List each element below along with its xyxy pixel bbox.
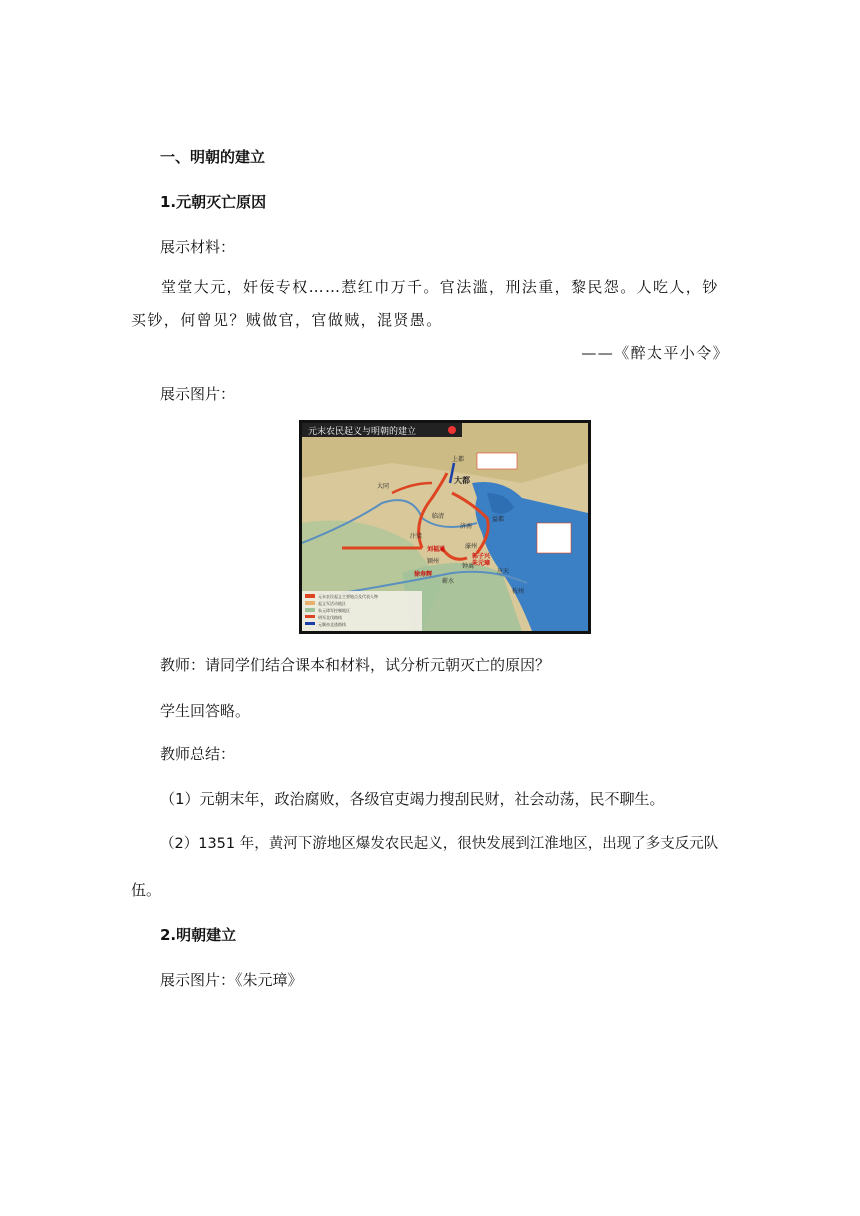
map-label: 朱元璋 — [472, 560, 491, 567]
map-label: 蕲水 — [442, 578, 455, 585]
map-label: 杭州 — [512, 588, 525, 595]
summary-point-1: （1）元朝末年，政治腐败，各级官吏竭力搜刮民财，社会动荡，民不聊生。 — [160, 790, 665, 808]
map-label: 上都 — [452, 456, 465, 463]
map-label: 徐寿辉 — [414, 571, 433, 578]
show-picture-label: 展示图片： — [160, 385, 236, 403]
student-answer: 学生回答略。 — [160, 702, 251, 720]
show-picture-zhu-label: 展示图片：《朱元璋》 — [160, 971, 303, 989]
subheading-ming-founding: 2.明朝建立 — [160, 926, 237, 944]
map-label: 汴梁 — [410, 533, 423, 540]
map-label: 济南 — [460, 523, 473, 530]
subheading-yuan-fall: 1.元朝灭亡原因 — [160, 193, 267, 211]
summary-point-2-line-2: 伍。 — [131, 881, 162, 899]
map-label: 刘福通 — [427, 546, 446, 553]
map-legend-item: 起义军活动地区 — [318, 601, 346, 606]
map-label: 郭子兴 — [472, 553, 491, 560]
map-label: 临清 — [432, 513, 445, 520]
section-heading: 一、明朝的建立 — [160, 148, 266, 166]
map-legend-item: 明军北伐路线 — [318, 615, 342, 620]
map-label: 濠州 — [465, 543, 478, 550]
map-legend-item: 元末农民起义主要地点及代表人物 — [318, 594, 378, 599]
map-label: 应天 — [497, 568, 510, 575]
map-title: 元末农民起义与明朝的建立 — [308, 427, 417, 437]
summary-point-2-line-1: （2）1351 年，黄河下游地区爆发农民起义，很快发展到江淮地区，出现了多支反元队 — [160, 836, 719, 852]
map-label: 大都 — [454, 476, 470, 485]
teacher-question: 教师：请同学们结合课本和材料，试分析元朝灭亡的原因？ — [160, 656, 551, 674]
map-legend-item: 朱元璋军控制地区 — [318, 608, 350, 613]
historical-map-image — [299, 420, 591, 634]
poem-text: 堂堂大元，奸佞专权……惹红巾万千。官法滥，刑法重，黎民怨。人吃人，钞买钞，何曾见？贼做官，官做贼，混贤愚。 — [131, 278, 719, 329]
map-label: 钟离 — [462, 563, 475, 570]
map-legend-item: 元顺帝北逃路线 — [318, 622, 346, 627]
map-label: 颍州 — [427, 558, 440, 565]
show-material-label: 展示材料： — [160, 238, 236, 256]
poem-source: ——《醉太平小令》 — [581, 344, 729, 362]
map-label: 大同 — [377, 483, 390, 490]
teacher-summary-label: 教师总结： — [160, 745, 236, 763]
map-label: 益都 — [492, 516, 505, 523]
